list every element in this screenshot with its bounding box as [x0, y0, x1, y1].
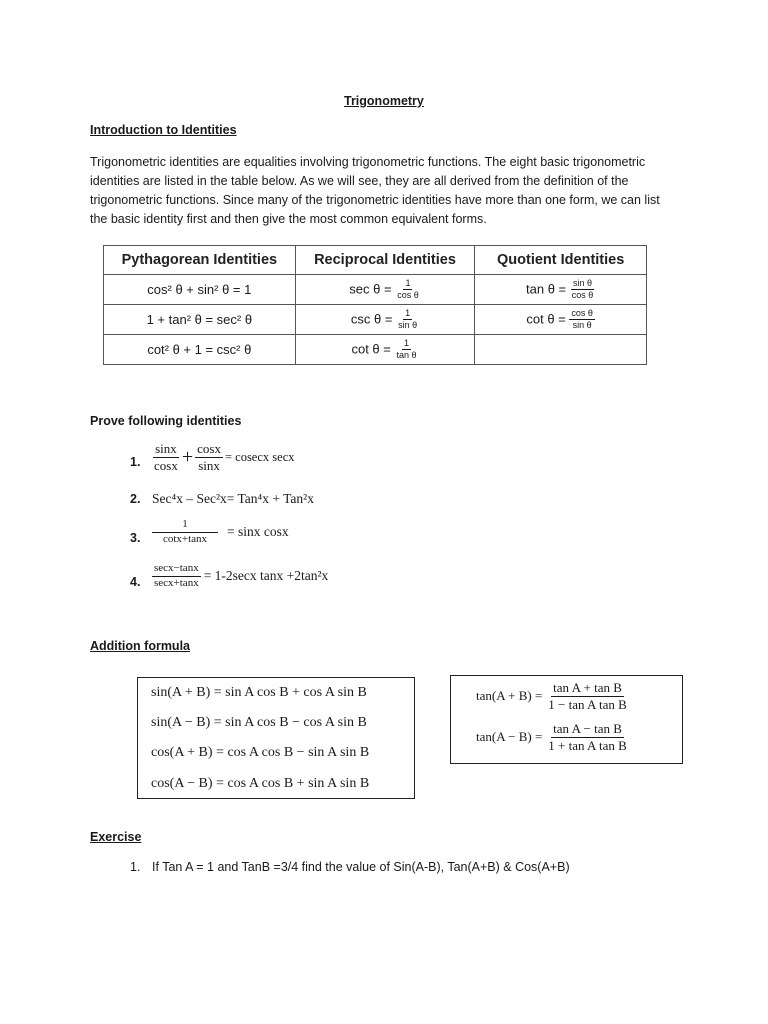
- fraction-den: cos θ: [397, 290, 419, 300]
- list-number: 2.: [130, 492, 141, 506]
- prove-item-3: [152, 519, 289, 545]
- identity-lhs: cot θ =: [351, 340, 391, 356]
- fraction-num: cosx: [197, 441, 221, 456]
- intro-line: Trigonometric identities are equalities involving trigonometric functions. The eight basic trigonometric: [90, 155, 646, 169]
- rhs: = sinx cosx: [227, 524, 289, 540]
- identity-fraction: [394, 339, 418, 361]
- identity-lhs: cot θ =: [526, 310, 566, 326]
- formula-line: sin(A + B) = sin A cos B + cos A sin B: [151, 685, 367, 700]
- fraction-num: tan A + tan B: [553, 680, 622, 695]
- table-header: Quotient Identities: [475, 246, 647, 275]
- identity-lhs: sec θ =: [349, 280, 392, 296]
- fraction: [152, 519, 218, 545]
- fraction: [195, 442, 223, 472]
- fraction-den: sin θ: [398, 320, 418, 330]
- identity-fraction: [395, 279, 421, 301]
- empty-cell: [475, 335, 647, 365]
- reciprocal-identity: [295, 335, 475, 365]
- fraction-den: sinx: [198, 457, 220, 473]
- prove-heading: Prove following identities: [90, 414, 242, 428]
- intro-heading: Introduction to Identities: [90, 123, 237, 137]
- fraction-num: 1: [402, 339, 411, 350]
- list-number: 1.: [130, 860, 141, 874]
- prove-item-2: Sec⁴x – Sec²x= Tan⁴x + Tan²x: [152, 491, 314, 506]
- intro-line: trigonometric functions. Since many of the trigonometric identities have more than one form, we can list: [90, 193, 660, 207]
- fraction: [152, 442, 180, 472]
- identity-lhs: tan θ =: [526, 280, 567, 296]
- fraction-num: 1: [403, 309, 412, 320]
- intro-paragraph: [90, 153, 680, 229]
- exercise-item: If Tan A = 1 and TanB =3/4 find the value of Sin(A-B), Tan(A+B) & Cos(A+B): [152, 860, 570, 874]
- identity-fraction: [569, 309, 595, 331]
- rhs: = cosecx secx: [224, 449, 295, 464]
- fraction-den: 1 + tan A tan B: [548, 737, 627, 753]
- fraction: [546, 681, 628, 711]
- tan-formula-box: [450, 675, 683, 764]
- formula-line: cos(A − B) = cos A cos B + sin A sin B: [151, 776, 370, 791]
- fraction: [152, 563, 201, 589]
- quotient-identity: [475, 305, 647, 335]
- formula-line: sin(A − B) = sin A cos B − cos A sin B: [151, 715, 367, 730]
- formula-lhs: tan(A − B) =: [476, 729, 543, 745]
- fraction: [546, 722, 628, 752]
- table-header: Reciprocal Identities: [295, 246, 475, 275]
- pythagorean-identity: cos² θ + sin² θ = 1: [104, 275, 296, 305]
- fraction-den: tan θ: [396, 350, 417, 360]
- identity-fraction: [396, 309, 419, 331]
- fraction-den: secx+tanx: [154, 576, 199, 589]
- fraction-den: cotx+tanx: [162, 532, 208, 545]
- reciprocal-identity: [295, 305, 475, 335]
- fraction-num: 1: [403, 279, 412, 290]
- fraction-den: cosx: [154, 457, 178, 473]
- intro-line: identities are listed in the table below. As we will see, they are all derived from the definition of the: [90, 174, 629, 188]
- table-header: Pythagorean Identities: [104, 246, 296, 275]
- pythagorean-identity: cot² θ + 1 = csc² θ: [104, 335, 296, 365]
- identities-table: [103, 245, 647, 365]
- fraction-den: sin θ: [572, 320, 592, 330]
- identity-lhs: csc θ =: [350, 310, 393, 326]
- fraction-den: 1 − tan A tan B: [548, 696, 627, 712]
- rhs: = 1-2secx tanx +2tan²x: [203, 568, 329, 584]
- page-title: Trigonometry: [344, 94, 424, 108]
- intro-line: the basic identity first and then give the most common equivalent forms.: [90, 212, 487, 226]
- formula-line: cos(A + B) = cos A cos B − sin A sin B: [151, 745, 370, 760]
- list-number: 3.: [130, 531, 141, 545]
- prove-item-1: [152, 442, 295, 472]
- reciprocal-identity: [295, 275, 475, 305]
- fraction-num: secx−tanx: [152, 563, 201, 577]
- prove-item-4: [152, 563, 328, 589]
- fraction-num: cos θ: [569, 309, 595, 320]
- formula-line: [476, 681, 629, 711]
- formula-line: [476, 722, 629, 752]
- fraction-num: 1: [152, 519, 218, 533]
- quotient-identity: [475, 275, 647, 305]
- identity-fraction: [570, 279, 596, 301]
- fraction-num: tan A − tan B: [553, 721, 622, 736]
- addition-heading: Addition formula: [90, 639, 190, 653]
- fraction-num: sinx: [155, 441, 177, 456]
- list-number: 4.: [130, 575, 141, 589]
- fraction-num: sin θ: [571, 279, 594, 290]
- exercise-heading: Exercise: [90, 830, 142, 844]
- pythagorean-identity: 1 + tan² θ = sec² θ: [104, 305, 296, 335]
- fraction-den: cos θ: [571, 290, 594, 300]
- sincos-formula-box: [137, 677, 415, 799]
- formula-lhs: tan(A + B) =: [476, 688, 543, 704]
- plus-sign: +: [181, 445, 194, 468]
- list-number: 1.: [130, 455, 141, 469]
